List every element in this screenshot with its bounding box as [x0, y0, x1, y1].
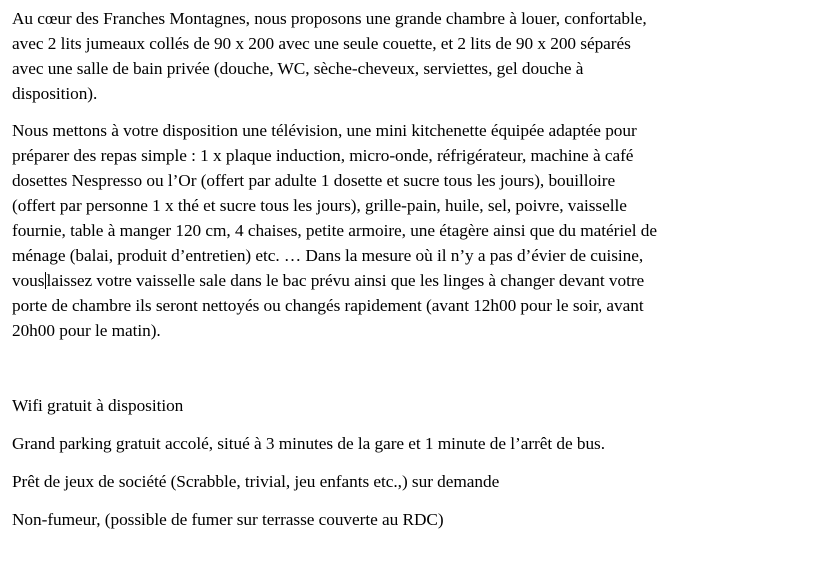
paragraph-1-line-2: avec 2 lits jumeaux collés de 90 x 200 avec une seule couette, et 2 lits de 90 x 200 séparés — [12, 34, 631, 53]
paragraph-2-line-5: fournie, table à manger 120 cm, 4 chaises, petite armoire, une étagère ainsi que du matériel de — [12, 221, 657, 240]
paragraph-2-line-6: ménage (balai, produit d’entretien) etc. … Dans la mesure où il n’y a pas d’évier de cuisine, — [12, 246, 644, 265]
paragraph-2-line-1: Nous mettons à votre disposition une télévision, une mini kitchenette équipée adaptée pour — [12, 121, 637, 140]
paragraph-2-line-8: porte de chambre ils seront nettoyés ou changés rapidement (avant 12h00 pour le soir, avant — [12, 296, 644, 315]
smoking-paragraph: Non-fumeur, (possible de fumer sur terrasse couverte au RDC) — [12, 510, 444, 529]
paragraph-1-line-1: Au cœur des Franches Montagnes, nous proposons une grande chambre à louer, confortable, — [12, 9, 647, 28]
caret-line-before: vous — [12, 271, 45, 290]
paragraph-1-line-3: avec une salle de bain privée (douche, WC, sèche-cheveux, serviettes, gel douche à — [12, 59, 584, 78]
parking-paragraph: Grand parking gratuit accolé, situé à 3 minutes de la gare et 1 minute de l’arrêt de bus. — [12, 434, 605, 453]
paragraph-2-line-4: (offert par personne 1 x thé et sucre tous les jours), grille-pain, huile, sel, poivre, vaisselle — [12, 196, 627, 215]
paragraph-1-line-4: disposition). — [12, 84, 98, 103]
wifi-paragraph: Wifi gratuit à disposition — [12, 396, 184, 415]
caret-line-after: laissez votre vaisselle sale dans le bac prévu ainsi que les linges à changer devant votre — [46, 271, 645, 290]
paragraph-2-line-7 — [12, 271, 644, 291]
paragraph-2-line-3: dosettes Nespresso ou l’Or (offert par adulte 1 dosette et sucre tous les jours), bouilloire — [12, 171, 616, 190]
paragraph-2-line-2: préparer des repas simple : 1 x plaque induction, micro-onde, réfrigérateur, machine à café — [12, 146, 634, 165]
paragraph-2-line-9: 20h00 pour le matin). — [12, 321, 161, 340]
games-paragraph: Prêt de jeux de société (Scrabble, trivial, jeu enfants etc.,) sur demande — [12, 472, 500, 491]
